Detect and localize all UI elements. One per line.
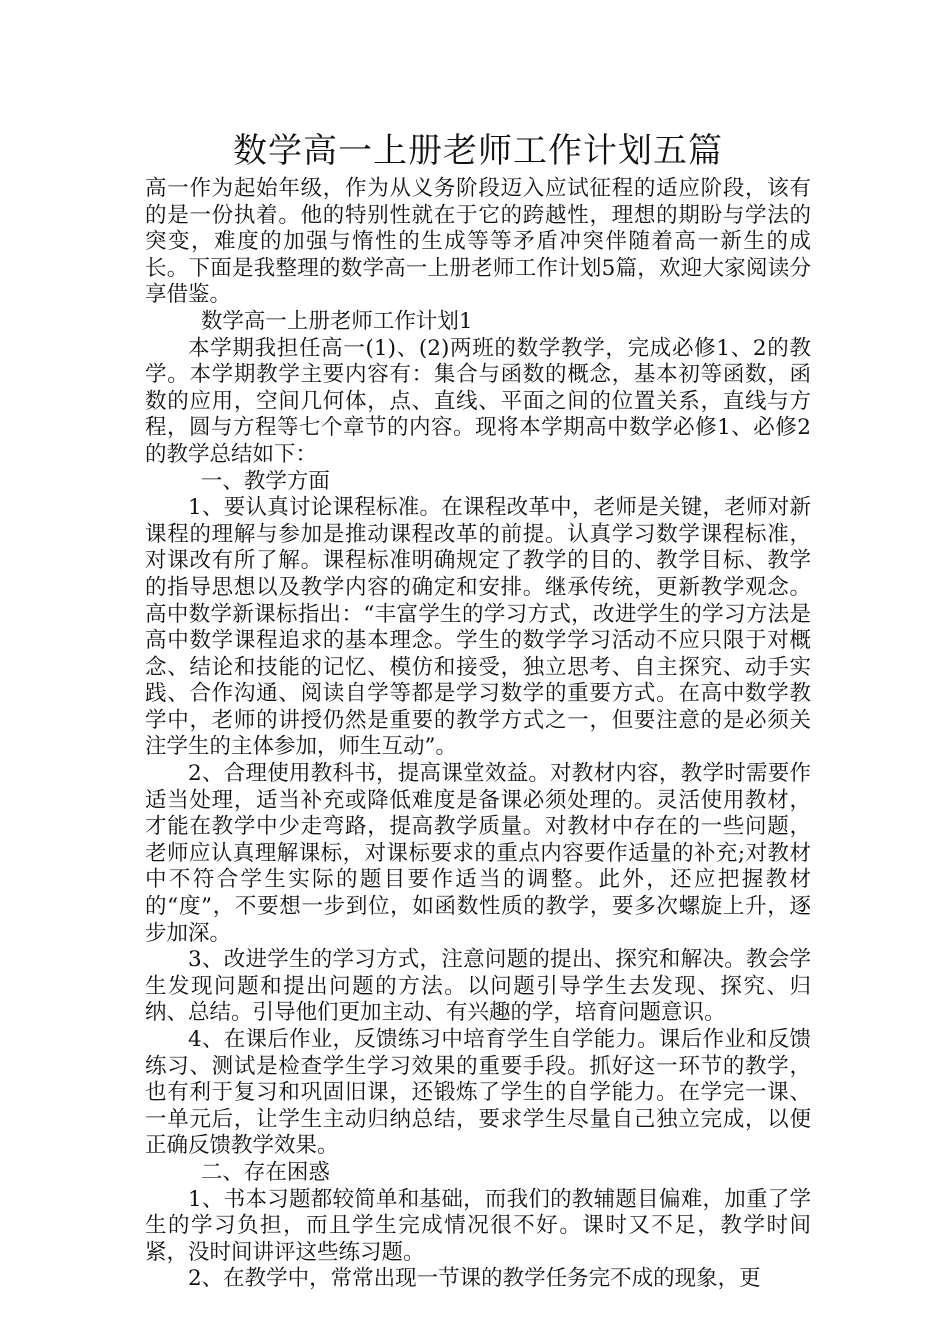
intro-paragraph: 高一作为起始年级，作为从义务阶段迈入应试征程的适应阶段，该有的是一份执着。他的特别性就在于它的跨越性，理想的期盼与学法的突变，难度的加强与惰性的生成等等矛盾冲突伴随着高一新生的成长。下面是我整理的数学高一上册老师工作计划5篇，欢迎大家阅读分享借鉴。 [145,176,811,308]
document-page [145,128,811,1293]
section2-paragraph-2: 2、在教学中，常常出现一节课的教学任务完不成的现象，更 [188,1266,761,1292]
section1-paragraph-3: 3、改进学生的学习方式，注意问题的提出、探究和解决。教会学生发现问题和提出问题的方法。以问题引导学生去发现、探究、归纳、总结。引导他们更加主动、有兴趣的学，培育问题意识。 [145,947,811,1026]
plan1-heading: 数学高一上册老师工作计划1 [200,308,473,334]
document-title: 数学高一上册老师工作计划五篇 [233,131,723,171]
section1-paragraph-4: 4、在课后作业，反馈练习中培育学生自学能力。课后作业和反馈练习、测试是检查学生学习效果的重要手段。抓好这一环节的教学，也有利于复习和巩固旧课，还锻炼了学生的自学能力。在学完一课、一单元后，让学生主动归纳总结，要求学生尽量自己独立完成，以便正确反馈教学效果。 [145,1027,811,1159]
section1-paragraph-2: 2、合理使用教科书，提高课堂效益。对教材内容，教学时需要作适当处理，适当补充或降低难度是备课必须处理的。灵活使用教材，才能在教学中少走弯路，提高教学质量。对教材中存在的一些问题，老师应认真理解课标，对课标要求的重点内容要作适量的补充;对教材中不符合学生实际的题目要作适当的调整。此外，还应把握教材的“度”，不要想一步到位，如函数性质的教学，要多次螺旋上升，逐步加深。 [145,761,811,946]
section2-paragraph-1: 1、书本习题都较简单和基础，而我们的教辅题目偏难，加重了学生的学习负担，而且学生完成情况很不好。课时又不足，教学时间紧，没时间讲评这些练习题。 [145,1186,811,1265]
section2-heading: 二、存在困惑 [200,1159,330,1185]
section1-heading: 一、教学方面 [200,468,330,494]
section1-paragraph-1: 1、要认真讨论课程标准。在课程改革中，老师是关键，老师对新课程的理解与参加是推动课程改革的前提。认真学习数学课程标准，对课改有所了解。课程标准明确规定了教学的目的、教学目标、教学的指导思想以及教学内容的确定和安排。继承传统，更新教学观念。高中数学新课标指出：“丰富学生的学习方式，改进学生的学习方法是高中数学课程追求的基本理念。学生的数学学习活动不应只限于对概念、结论和技能的记忆、模仿和接受，独立思考、自主探究、动手实践、合作沟通、阅读自学等都是学习数学的重要方式。在高中数学教学中，老师的讲授仍然是重要的教学方式之一，但要注意的是必须关注学生的主体参加，师生互动”。 [145,495,811,760]
plan1-paragraph: 本学期我担任高一(1)、(2)两班的数学教学，完成必修1、2的教学。本学期教学主要内容有：集合与函数的概念，基本初等函数，函数的应用，空间几何体，点、直线、平面之间的位置关系，直线与方程，圆与方程等七个章节的内容。现将本学期高中数学必修1、必修2的教学总结如下： [145,335,811,467]
